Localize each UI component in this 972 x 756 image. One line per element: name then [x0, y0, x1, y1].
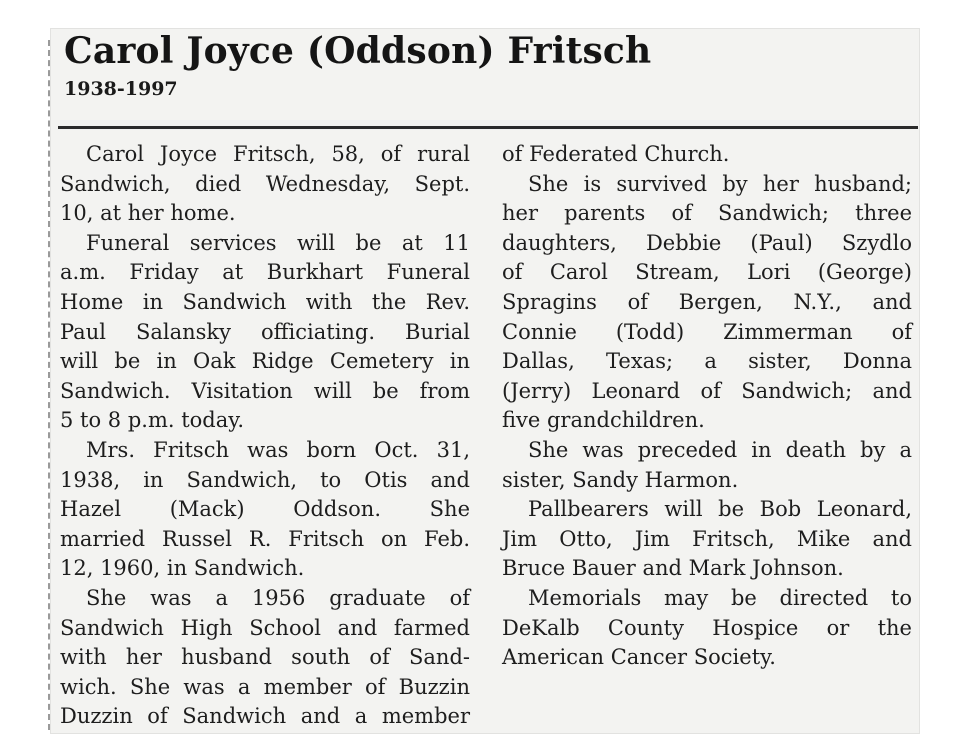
right-column: [502, 140, 912, 673]
text-line: 10, at her home.: [60, 201, 236, 226]
text-line: American Cancer Society.: [502, 645, 776, 670]
text-line: will be in Oak Ridge Cemetery in: [60, 349, 470, 374]
text-line: Dallas, Texas; a sister, Donna: [502, 349, 912, 374]
text-line: of Carol Stream, Lori (George): [502, 260, 912, 285]
text-line: sister, Sandy Harmon.: [502, 467, 739, 492]
torn-edge: [48, 40, 50, 730]
text-line: her parents of Sandwich; three: [502, 201, 912, 226]
text-line: married Russel R. Fritsch on Feb.: [60, 526, 470, 551]
text-line: She is survived by her husband;: [528, 171, 912, 196]
text-line: Funeral services will be at 11: [86, 230, 470, 255]
text-line: Carol Joyce Fritsch, 58, of rural: [86, 142, 470, 166]
text-line: Sandwich, died Wednesday, Sept.: [60, 171, 470, 196]
text-line: Sandwich High School and farmed: [60, 615, 470, 640]
text-line: a.m. Friday at Burkhart Funeral: [60, 260, 470, 285]
text-line: DeKalb County Hospice or the: [502, 615, 912, 640]
text-line: Home in Sandwich with the Rev.: [60, 289, 470, 314]
text-line: (Jerry) Leonard of Sandwich; and: [502, 378, 912, 403]
text-line: Bruce Bauer and Mark Johnson.: [502, 556, 844, 581]
text-line: Connie (Todd) Zimmerman of: [502, 319, 912, 344]
text-line: Pallbearers will be Bob Leonard,: [528, 497, 912, 522]
text-line: Spragins of Bergen, N.Y., and: [502, 289, 912, 314]
text-line: Mrs. Fritsch was born Oct. 31,: [86, 437, 470, 462]
text-line: 5 to 8 p.m. today.: [60, 408, 245, 433]
header-rule: [58, 126, 918, 129]
text-line: She was preceded in death by a: [528, 437, 912, 462]
text-line: Memorials may be directed to: [528, 585, 912, 610]
text-line: 1938, in Sandwich, to Otis and: [60, 467, 470, 492]
text-line: Sandwich. Visitation will be from: [60, 378, 470, 403]
text-line: of Federated Church.: [502, 142, 730, 166]
text-line: Hazel (Mack) Oddson. She: [60, 497, 470, 522]
text-line: five grandchildren.: [502, 408, 705, 433]
text-line: Paul Salansky officiating. Burial: [60, 319, 470, 344]
text-line: Duzzin of Sandwich and a member: [60, 704, 470, 729]
text-line: wich. She was a member of Buzzin: [60, 674, 470, 699]
obituary-title: Carol Joyce (Oddson) Fritsch: [64, 30, 652, 72]
left-column: [60, 140, 470, 732]
life-years: 1938-1997: [64, 78, 178, 100]
text-line: 12, 1960, in Sandwich.: [60, 556, 305, 581]
text-line: She was a 1956 graduate of: [86, 585, 470, 610]
text-line: with her husband south of Sand-: [60, 645, 470, 670]
text-line: daughters, Debbie (Paul) Szydlo: [502, 230, 912, 255]
text-line: Jim Otto, Jim Fritsch, Mike and: [502, 526, 912, 551]
